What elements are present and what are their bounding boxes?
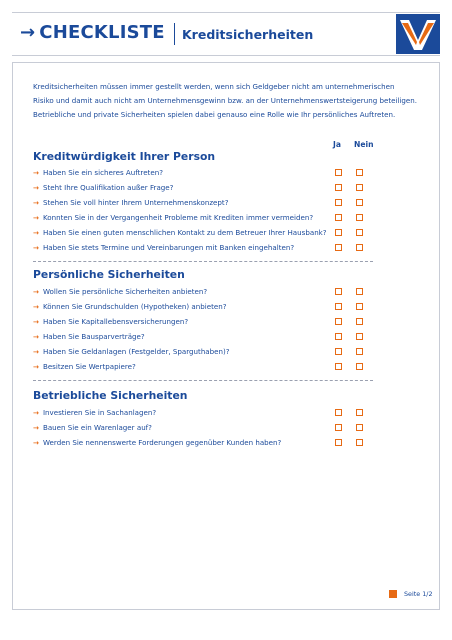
bank-logo-icon (396, 14, 440, 54)
question-text: Haben Sie Geldanlagen (Festgelder, Sparguthaben)? (42, 347, 230, 356)
checkbox-no[interactable] (356, 229, 363, 236)
checkbox-no[interactable] (356, 214, 363, 221)
section-title: Persönliche Sicherheiten (33, 268, 185, 281)
checkbox-yes[interactable] (335, 303, 342, 310)
intro-line: Betriebliche und private Sicherheiten spielen dabei genauso eine Rolle wie Ihr persönliches Auftreten. (33, 110, 396, 119)
question-item (33, 408, 156, 417)
checkbox-no[interactable] (356, 439, 363, 446)
question-text: Konnten Sie in der Vergangenheit Probleme mit Krediten immer vermeiden? (42, 213, 314, 222)
question-item (33, 243, 294, 252)
question-item (33, 317, 188, 326)
question-text: Können Sie Grundschulden (Hypotheken) anbieten? (42, 302, 227, 311)
column-header-no: Nein (354, 140, 374, 149)
checkbox-no[interactable] (356, 184, 363, 191)
question-item (33, 347, 230, 356)
section-title: Kreditwürdigkeit Ihrer Person (33, 150, 216, 163)
arrow-right-icon: → (33, 198, 39, 207)
question-text: Wollen Sie persönliche Sicherheiten anbieten? (42, 287, 208, 296)
question-item (33, 228, 327, 237)
question-text: Haben Sie ein sicheres Auftreten? (42, 168, 163, 177)
checkbox-yes[interactable] (335, 363, 342, 370)
checkbox-yes[interactable] (335, 318, 342, 325)
arrow-right-icon: → (33, 228, 39, 237)
question-text: Haben Sie einen guten menschlichen Kontakt zu dem Betreuer Ihrer Hausbank? (42, 228, 327, 237)
checkbox-yes[interactable] (335, 424, 342, 431)
question-text: Werden Sie nennenswerte Forderungen gegenüber Kunden haben? (42, 438, 282, 447)
arrow-right-icon: → (33, 332, 39, 341)
question-item (33, 213, 313, 222)
question-item (33, 423, 152, 432)
question-item (33, 332, 145, 341)
checkbox-yes[interactable] (335, 169, 342, 176)
arrow-right-icon: → (33, 438, 39, 447)
arrow-right-icon: → (33, 347, 39, 356)
question-item (33, 168, 163, 177)
arrow-right-icon: → (33, 423, 39, 432)
section-divider (33, 261, 373, 262)
arrow-right-icon: → (33, 183, 39, 192)
checkbox-yes[interactable] (335, 409, 342, 416)
arrow-right-icon: → (33, 317, 39, 326)
question-text: Besitzen Sie Wertpapiere? (42, 362, 136, 371)
checkbox-no[interactable] (356, 169, 363, 176)
checkbox-yes[interactable] (335, 244, 342, 251)
question-text: Haben Sie Kapitallebensversicherungen? (42, 317, 189, 326)
question-item (33, 183, 173, 192)
checkbox-yes[interactable] (335, 288, 342, 295)
title-arrow-icon: → (20, 22, 36, 43)
checkbox-no[interactable] (356, 318, 363, 325)
title-text: CHECKLISTE (39, 22, 165, 43)
checkbox-no[interactable] (356, 244, 363, 251)
arrow-right-icon: → (33, 302, 39, 311)
question-item (33, 198, 228, 207)
arrow-right-icon: → (33, 168, 39, 177)
checkbox-yes[interactable] (335, 214, 342, 221)
checkbox-yes[interactable] (335, 229, 342, 236)
checkbox-no[interactable] (356, 409, 363, 416)
question-text: Stehen Sie voll hinter Ihrem Unternehmenskonzept? (42, 198, 229, 207)
question-item (33, 362, 136, 371)
arrow-right-icon: → (33, 408, 39, 417)
intro-line: Risiko und damit auch nicht am Unternehmensgewinn bzw. an der Unternehmenswertsteigerung beteiligen. (33, 96, 417, 105)
column-header-yes: Ja (333, 140, 341, 149)
checkbox-no[interactable] (356, 303, 363, 310)
checkbox-yes[interactable] (335, 348, 342, 355)
page-number: Seite 1/2 (404, 590, 433, 598)
question-item (33, 438, 281, 447)
checkbox-no[interactable] (356, 348, 363, 355)
header-divider (174, 23, 175, 45)
checkbox-no[interactable] (356, 333, 363, 340)
question-text: Haben Sie stets Termine und Vereinbarungen mit Banken eingehalten? (42, 243, 295, 252)
checkbox-yes[interactable] (335, 439, 342, 446)
checkbox-yes[interactable] (335, 199, 342, 206)
checkbox-yes[interactable] (335, 184, 342, 191)
checkbox-no[interactable] (356, 424, 363, 431)
arrow-right-icon: → (33, 287, 39, 296)
checkbox-no[interactable] (356, 288, 363, 295)
arrow-right-icon: → (33, 362, 39, 371)
intro-text (33, 80, 418, 122)
question-text: Steht Ihre Qualifikation außer Frage? (42, 183, 174, 192)
header-bar (12, 12, 440, 56)
intro-line: Kreditsicherheiten müssen immer gestellt werden, wenn sich Geldgeber nicht am unternehmerischen (33, 82, 395, 91)
checkbox-no[interactable] (356, 363, 363, 370)
section-title: Betriebliche Sicherheiten (33, 389, 188, 402)
arrow-right-icon: → (33, 243, 39, 252)
question-text: Haben Sie Bausparverträge? (42, 332, 145, 341)
section-divider (33, 380, 373, 381)
question-text: Bauen Sie ein Warenlager auf? (42, 423, 152, 432)
question-item (33, 302, 227, 311)
footer-marker (389, 590, 397, 598)
checkbox-no[interactable] (356, 199, 363, 206)
question-text: Investieren Sie in Sachanlagen? (42, 408, 157, 417)
question-item (33, 287, 207, 296)
page-subtitle: Kreditsicherheiten (182, 27, 314, 42)
arrow-right-icon: → (33, 213, 39, 222)
checkbox-yes[interactable] (335, 333, 342, 340)
page-title (20, 22, 165, 43)
